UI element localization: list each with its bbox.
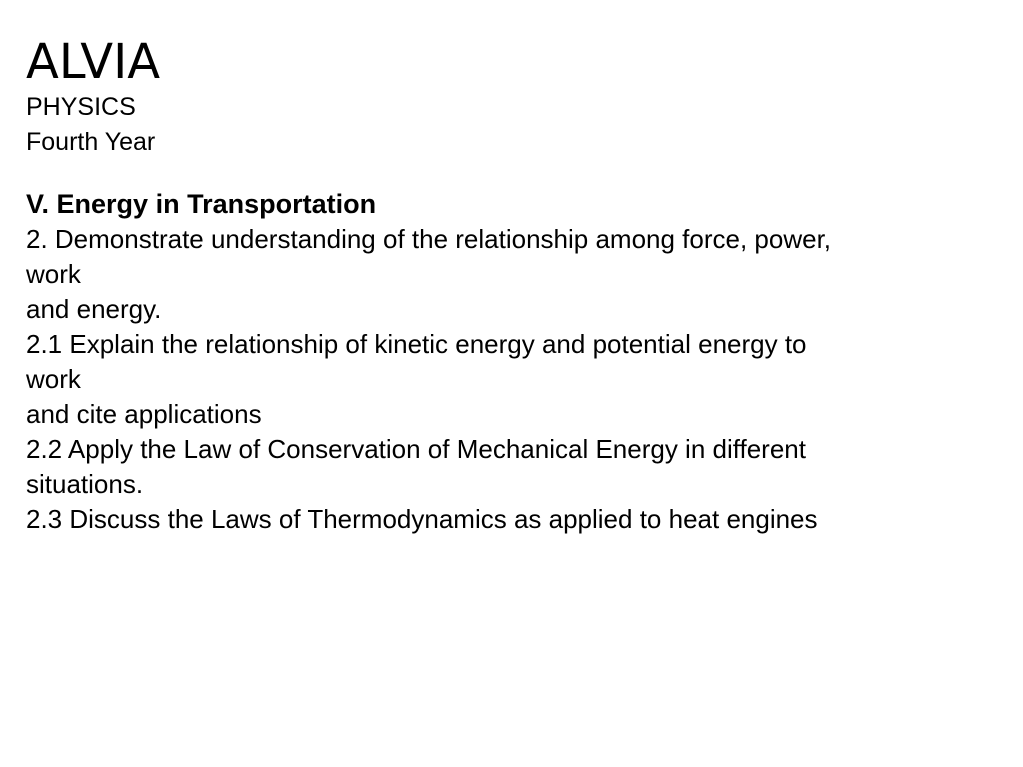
- document-title: ALVIA: [26, 34, 161, 90]
- section-line: 2. Demonstrate understanding of the relationship among force, power,: [26, 224, 832, 254]
- section-line: situations.: [26, 469, 144, 499]
- section-line: work: [26, 259, 81, 289]
- year-label: Fourth Year: [26, 128, 156, 156]
- document-page: [26, 34, 996, 537]
- section-spacer: [26, 160, 996, 187]
- section-line: and energy.: [26, 294, 162, 324]
- section-heading: V. Energy in Transportation: [26, 189, 377, 219]
- subject-label: PHYSICS: [26, 93, 136, 121]
- section-line: work: [26, 364, 81, 394]
- section-line: 2.1 Explain the relationship of kinetic energy and potential energy to: [26, 329, 807, 359]
- section-line: and cite applications: [26, 399, 262, 429]
- section-line: 2.2 Apply the Law of Conservation of Mechanical Energy in different: [26, 434, 806, 464]
- section-line: 2.3 Discuss the Laws of Thermodynamics as applied to heat engines: [26, 504, 818, 534]
